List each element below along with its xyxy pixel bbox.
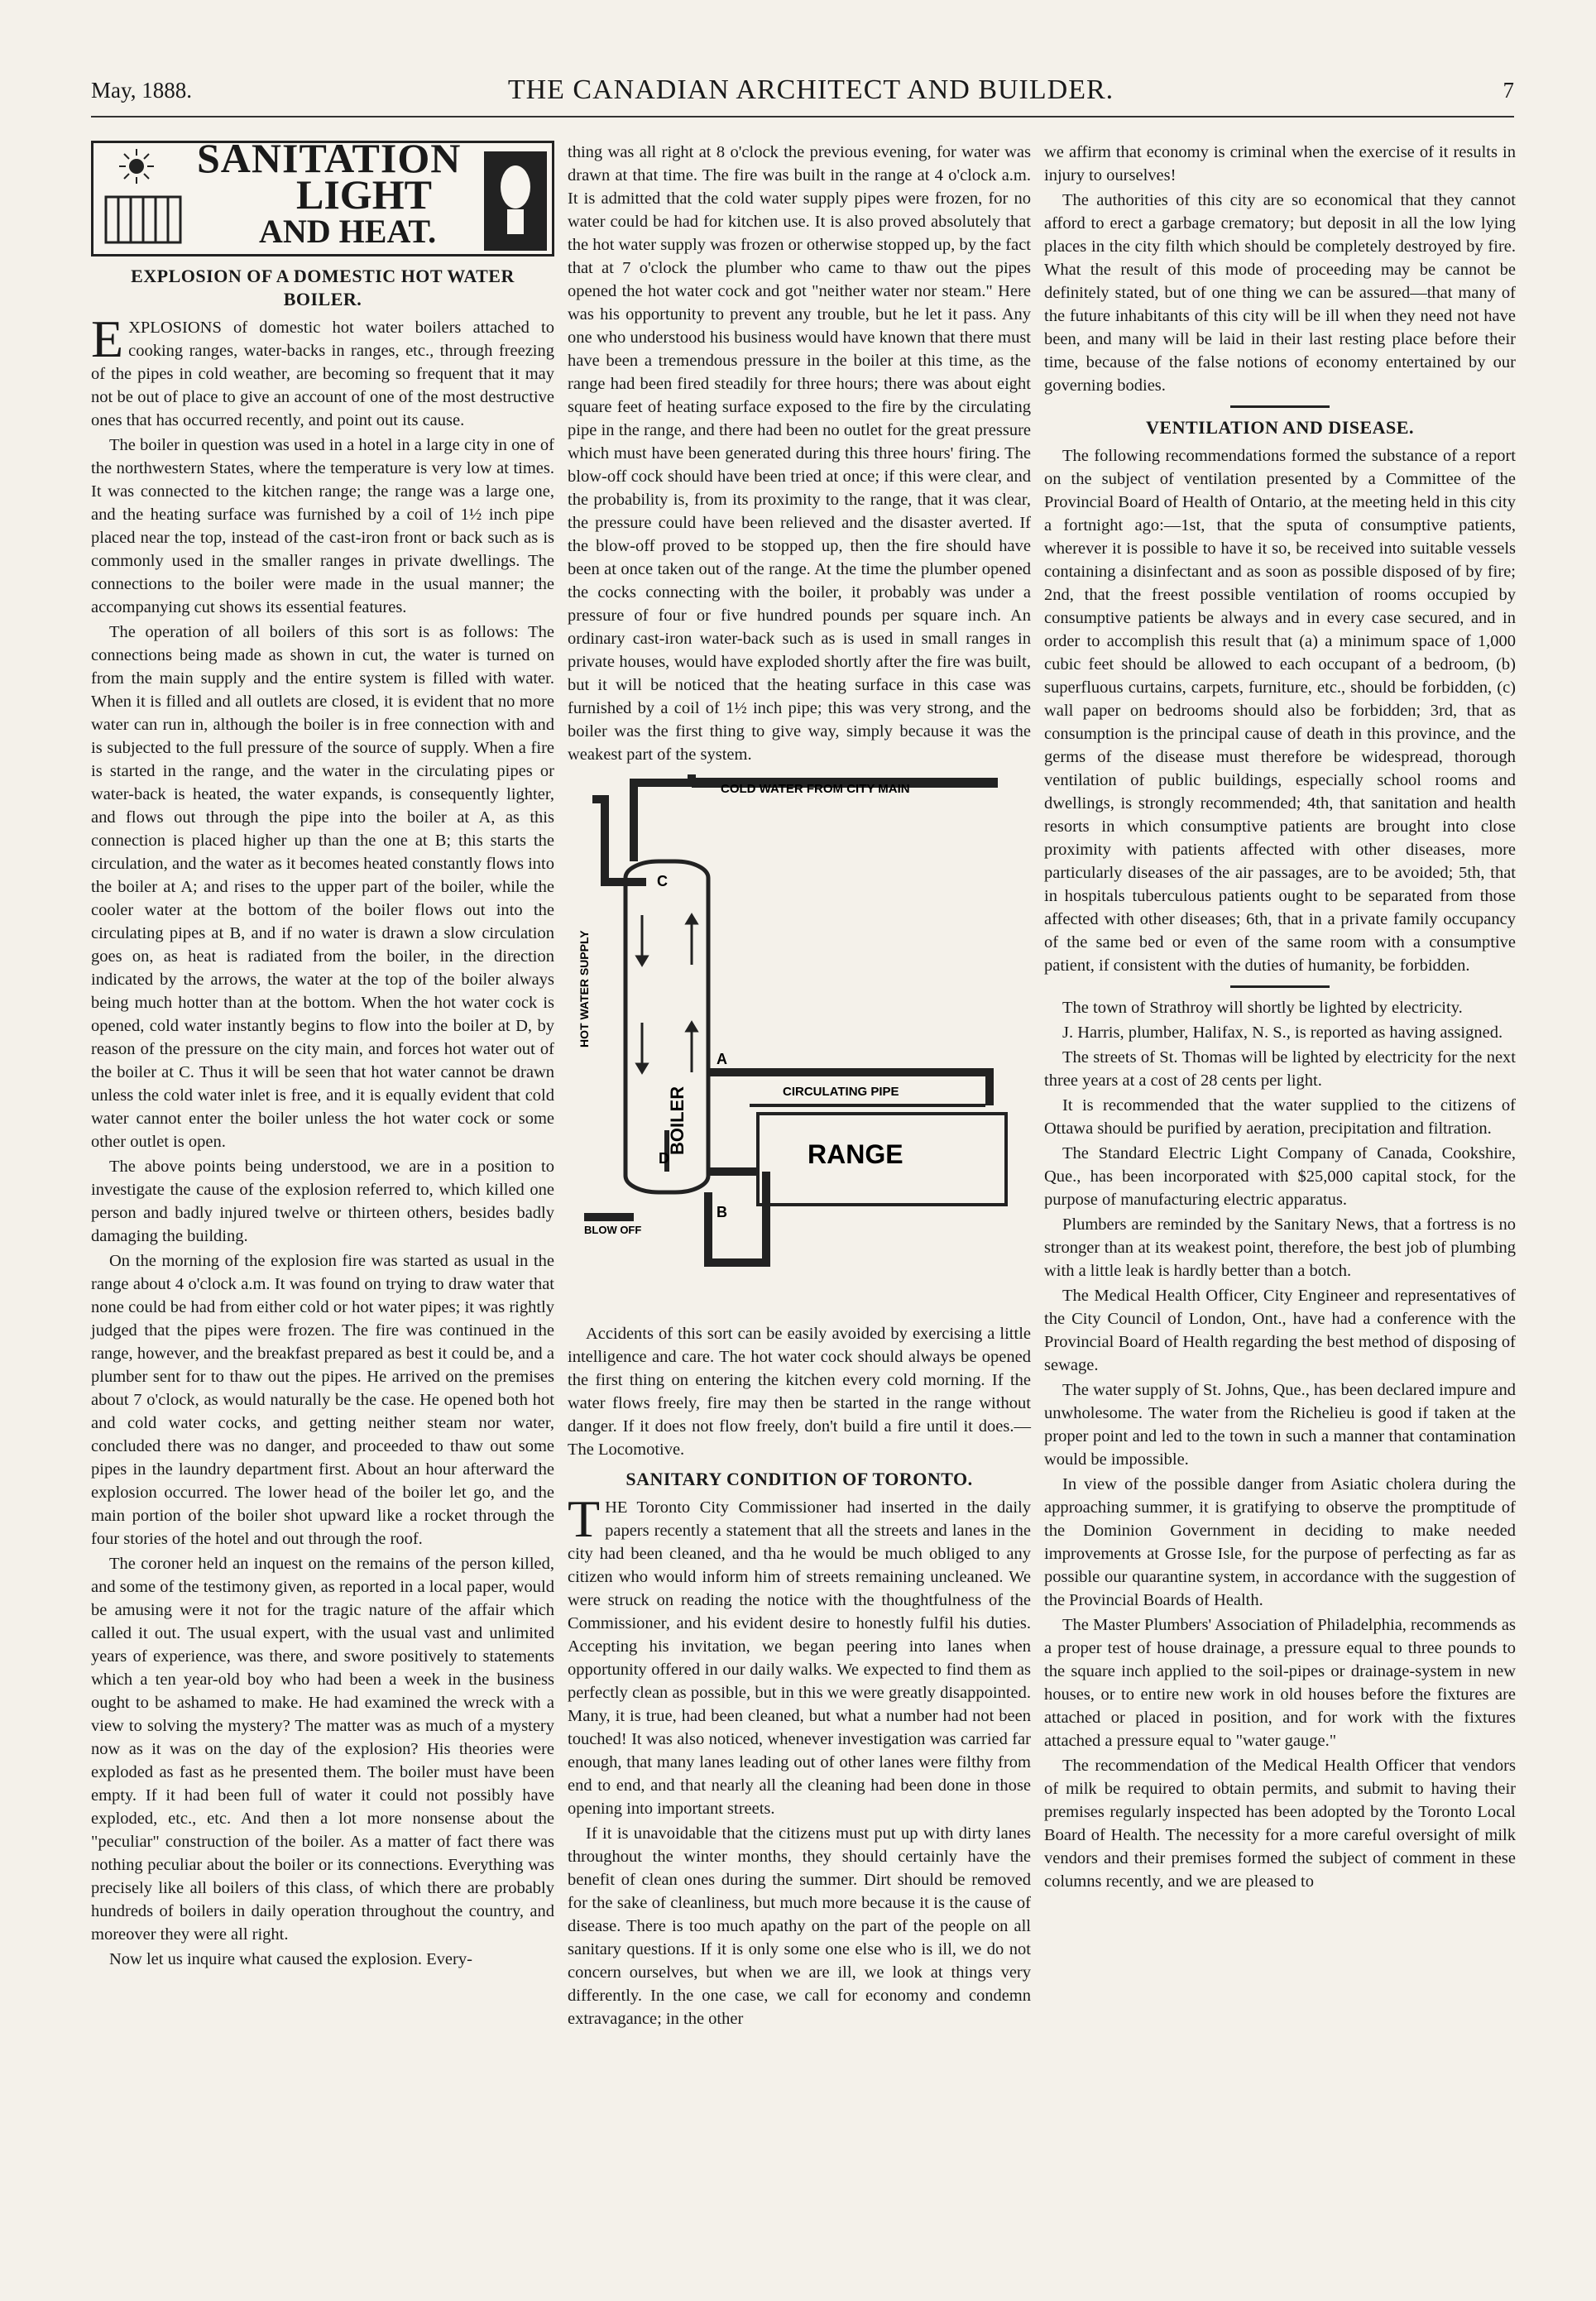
article-title-toronto: SANITARY CONDITION OF TORONTO. <box>625 1469 973 1489</box>
label-blow-off: BLOW OFF <box>584 1224 642 1236</box>
news-note: The streets of St. Thomas will be lighted by electricity for the next three years at a cost of 28 cents per light. <box>1044 1048 1516 1090</box>
label-d: D <box>659 1150 669 1167</box>
label-hot-supply: HOT WATER SUPPLY <box>578 930 591 1047</box>
journal-title: THE CANADIAN ARCHITECT AND BUILDER. <box>507 74 1114 105</box>
news-note: The Master Plumbers' Association of Philadelphia, recommends as a proper test of house drainage, a pressure equal to three pounds to the square inch applied to the soil-pipes or drainage-system in new houses, or to entire new work in old houses before the fixtures are attached or placed in position, and for work with the fixtures attached a pressure equal to "water gauge." <box>1044 1616 1516 1750</box>
news-note: It is recommended that the water supplied to the citizens of Ottawa should be purified by aeration, precipitation and filtration. <box>1044 1096 1516 1138</box>
article-title-ventilation: VENTILATION AND DISEASE. <box>1146 417 1414 438</box>
article-paragraph: we affirm that economy is criminal when the exercise of it results in injury to ourselves! <box>1044 143 1516 185</box>
paragraph-text: XPLOSIONS of domestic hot water boilers attached to cooking ranges, water-backs in ranges, etc., through freezing of the pipes in cold weather, are becoming so frequent that it may not be out of place to give an account of one of the most destructive ones that has occurred recently, and point out its cause. <box>91 319 554 429</box>
page-header <box>91 74 1514 111</box>
label-a: A <box>717 1051 727 1067</box>
news-note: Plumbers are reminded by the Sanitary News, that a fortress is no stronger than at its weakest point, therefore, the best job of plumbing with a little leak is hardly better than a botch. <box>1044 1215 1516 1280</box>
article-paragraph: The authorities of this city are so economical that they cannot afford to erect a garbage crematory; but deposit in all the low lying places in the city filth which should be completely destroyed by fire. What the result of this mode of proceeding may be cannot be definitely stated, but of one thing we can be assured—that many of the future inhabitants of this city will be ill when they need not have been, and many will be laid in their last resting place before their time, because of the false notions of economy entertained by our governing bodies. <box>1044 191 1516 395</box>
section-rule <box>1230 405 1330 408</box>
news-note: The recommendation of the Medical Health Officer that vendors of milk be required to obtain permits, and submit to having their premises regularly inspected has been adopted by the Toronto Local Board of Health. The necessity for a more careful oversight of milk vendors and their premises formed the subject of comment in these columns recently, and we are pleased to <box>1044 1757 1516 1891</box>
section-rule <box>1230 985 1330 988</box>
article-paragraph: The boiler in question was used in a hotel in a large city in one of the northwestern States, where the temperature is very low at times. It was connected to the kitchen range; the range was a large one, and the heating surface was furnished by a coil of 1½ inch pipe placed near the top, instead of the cast-iron front or back such as is commonly used in the smaller ranges in private dwellings. The connections to the boiler were made in the usual manner; the accompanying cut shows its essential features. <box>91 436 554 616</box>
column-3 <box>1044 141 1516 1895</box>
issue-date: May, 1888. <box>91 78 192 103</box>
radiator-icon <box>102 189 185 247</box>
paragraph-text: HE Toronto City Commissioner had inserted in the daily papers recently a statement that all the streets and lanes in the city had been cleaned, and tha he would be much obliged to any citizen who would inform him of streets remaining uncleaned. We were struck on reading the notice with the thoughtfulness of the Commissioner, and his evident desire to honestly fulfil his duties. Accepting his invitation, we began peering into lanes when opportunity offered in our daily walks. We expected to find them as perfectly clean as possible, but in this we were greatly disappointed. Many, it is true, had been cleaned, but what a number had not been touched! It was also noticed, whenever investigation was carried far enough, that many lanes leading out of other lanes were filthy from end to end, and that nearly all the cleaning had been done in those opening into important streets. <box>568 1498 1031 1818</box>
news-note: The town of Strathroy will shortly be lighted by electricity. <box>1062 999 1463 1017</box>
label-circulating: CIRCULATING PIPE <box>783 1085 899 1099</box>
article-paragraph: The above points being understood, we are in a position to investigate the cause of the explosion referred to, which killed one person and badly injured twelve or thirteen others, besides badly damaging the building. <box>91 1158 554 1245</box>
article-paragraph <box>91 309 554 432</box>
column-1 <box>91 135 554 1973</box>
label-range: RANGE <box>808 1139 903 1169</box>
article-paragraph <box>568 1489 1031 1820</box>
news-note: The Standard Electric Light Company of Canada, Cookshire, Que., has been incorporated with $25,000 capital stock, for the purpose of manufacturing electric apparatus. <box>1044 1144 1516 1209</box>
banner-title-sanitation: SANITATION <box>197 135 462 181</box>
news-note: The Medical Health Officer, City Engineer and representatives of the City Council of London, Ont., have had a conference with the Provincial Board of Health regarding the best method of disposing of sewage. <box>1044 1287 1516 1374</box>
dropcap: E <box>91 309 124 368</box>
column-2 <box>568 141 1031 2032</box>
article-paragraph: If it is unavoidable that the citizens must put up with dirty lanes throughout the winter months, they should certainly have the benefit of clean ones during the summer. Dirt should be removed for the sake of cleanliness, but much more because it is the cause of disease. There is too much apathy on the part of the people on all sanitary questions. If it is only some one else who is ill, we do not concern ourselves, but when we are ill, we look at things very differently. In the one case, we call for economy and condemn extravagance; in the other <box>568 1824 1031 2028</box>
article-paragraph: The following recommendations formed the substance of a report on the subject of ventilation presented by a Committee of the Provincial Board of Health of Ontario, at the meeting held in this city a fortnight ago:—1st, that the sputa of consumptive patients, wherever it is possible to have it so, be received into suitable vessels containing a disinfectant and as soon as possible disposed of by fire; 2nd, that the freest possible ventilation of rooms occupied by consumptive patients be always and in every case secured, and in order to accomplish this result that (a) a minimum space of 1,000 cubic feet should be allowed to each occupant of a bedroom, (b) superfluous curtains, carpets, furniture, etc., should be forbidden, (c) wall paper on bedrooms should also be forbidden; 3rd, that as consumption is the principal cause of death in this province, and the germs of the disease must therefore be widespread, thorough ventilation of public buildings, especially school rooms and dwellings, is strongly recommended; 4th, that sanitation and health resorts in which consumptive patients are brought into close proximity with patients affected with other diseases, more particularly diseases of the air passages, are to be avoided; 5th, that in hospitals tuberculous patients ought to be separated from those affected with other diseases; 6th, that in a private family occupancy of the same bed or even of the same room with a consumptive patient, if consistent with the duties of humanity, be forbidden. <box>1044 447 1516 975</box>
article-paragraph: Now let us inquire what caused the explosion. Every- <box>109 1950 472 1968</box>
label-c: C <box>657 873 668 889</box>
news-note: J. Harris, plumber, Halifax, N. S., is reported as having assigned. <box>1062 1023 1503 1042</box>
header-rule <box>91 116 1514 117</box>
label-cold-main: COLD WATER FROM CITY MAIN <box>721 782 910 796</box>
section-banner <box>91 135 554 256</box>
article-paragraph: The operation of all boilers of this sort is as follows: The connections being made as shown in cut, the water is turned on from the main supply and the entire system is filled with water. When it is filled and all outlets are closed, it is evident that no more water can run in, although the boiler is in free connection with and is subjected to the full pressure of the source of supply. When a fire is started in the range, and the water in the circulating pipes or water-back is heated, the water expands, is consequently lighter, and flows out through the pipe into the boiler at A, as this connection is placed higher up than the one at B; this starts the circulation, and the water as it becomes heated constantly flows into the boiler at A; and rises to the upper part of the boiler, while the cooler water at the bottom of the boiler flows out into the circulating pipes at B, and if no water is drawn a slow circulation goes on, as heat is radiated from the boiler, in the direction indicated by the arrows, the water at the top of the boiler always being much hotter than at the bottom. When the hot water cock is opened, cold water instantly begins to flow into the boiler at D, by reason of the pressure on the city main, and forces hot water out of the boiler at C. Thus it will be seen that hot water cannot be drawn unless the cold water inlet is free, and it is equally evident that cold water cannot enter the boiler unless the hot water cock or some other outlet is open. <box>91 623 554 1151</box>
gas-lamp-icon <box>482 150 549 252</box>
banner-title-heat: AND HEAT. <box>259 213 437 250</box>
article-paragraph: The coroner held an inquest on the remains of the person killed, and some of the testimony given, as reported in a local paper, would be amusing were it not for the tragic nature of the affair which called it out. The usual expert, with the usual vast and unlimited years of experience, was there, and swore positively to statements which a ten year-old boy who had been a week in the business ought to be ashamed to make. He had examined the wreck with a view to solving the mystery? The matter was as much of a mystery now as it was on the day of the explosion? His theories were exploded as fast as he presented them. The boiler must have been empty. If it had been full of water it could not possibly have exploded, etc., etc. And then a lot more nonsense about the "peculiar" construction of the boiler. As a matter of fact there was nothing peculiar about the boiler or its connections. Everything was precisely like all boilers of this class, of which there are probably hundreds of boilers in daily operation throughout the country, and moreover they were all right. <box>91 1555 554 1944</box>
article-paragraph: On the morning of the explosion fire was started as usual in the range about 4 o'clock a.m. It was found on trying to draw water that none could be had from either cold or hot water pipes; it was rightly judged that the pipes were frozen. The fire was continued in the range, however, and the breakfast prepared as best it could be, and a plumber sent for to thaw out the pipes. He arrived on the premises about 7 o'clock, as would naturally be the case. He opened both hot and cold water cocks, and getting neither steam nor water, concluded there was no danger, and proceeded to thaw out some pipes in the laundry department first. About an hour afterward the explosion occurred. The lower head of the boiler let go, and the main portion of the boiler shot upward like a rocket through the four stories of the hotel and out through the roof. <box>91 1252 554 1548</box>
dropcap: T <box>568 1489 601 1548</box>
label-b: B <box>717 1204 727 1220</box>
news-note: The water supply of St. Johns, Que., has been declared impure and unwholesome. The water from the Richelieu is good if taken at the proper point and led to the town in such a manner that contamination would be impossible. <box>1044 1381 1516 1469</box>
label-boiler: BOILER <box>667 1086 688 1155</box>
article-paragraph: Accidents of this sort can be easily avoided by exercising a little intelligence and care. The hot water cock should always be opened the first thing on entering the kitchen every cold morning. If the water flows freely, fire may then be started in the range without danger. If it does not flow freely, don't build a fire until it does.—The Locomotive. <box>568 1325 1031 1459</box>
boiler-diagram <box>568 774 1031 1304</box>
article-title-explosion: EXPLOSION OF A DOMESTIC HOT WATER BOILER. <box>131 266 515 309</box>
news-note: In view of the possible danger from Asiatic cholera during the approaching summer, it is gratifying to observe the promptitude of the Dominion Government in deciding to make needed improvements at Grosse Isle, for the purpose of perfecting as far as possible our quarantine system, in accordance with the suggestion of the Provincial Boards of Health. <box>1044 1475 1516 1609</box>
banner-title-light: LIGHT <box>296 171 432 218</box>
page-number: 7 <box>1503 78 1514 103</box>
article-paragraph: thing was all right at 8 o'clock the previous evening, for water was drawn at that time. The fire was built in the range at 4 o'clock a.m. It is admitted that the cold water supply pipes were frozen, for no water could be had for kitchen use. It is also proved absolutely that the hot water supply was frozen or otherwise stopped up, by the fact that at 7 o'clock the plumber who came to thaw out the pipes opened the hot water cock and got "neither water nor steam." Here was his opportunity to prevent any trouble, but he let it pass. Any one who understood his business would have known that there must have been a tremendous pressure in the boiler at this time, as the range had been fired steadily for three hours; there was about eight square feet of heating surface exposed to the fire by the circulating pipe in the range, and there had been no outlet for the great pressure which must have been generated during this three hours' firing. The blow-off cock should have been tried at once; if this were clear, and the probability is, from its proximity to the range, that it was clear, the pressure could have been relieved and the disaster averted. If the blow-off proved to be stopped up, then the fire should have been at once taken out of the range. At the time the plumber opened the cocks connecting with the boiler, it probably was under a pressure of four or five hundred pounds per square inch. An ordinary cast-iron water-back such as is used in small ranges in private houses, would have exploded shortly after the fire was built, but it will be noticed that the heating surface in this case was furnished by a coil of 1½ inch pipe; this was very strong, and the boiler was the first thing to give way, simply because it was the weakest part of the system. <box>568 143 1031 764</box>
sun-icon <box>118 148 155 185</box>
circulation-arrows <box>637 915 697 1072</box>
